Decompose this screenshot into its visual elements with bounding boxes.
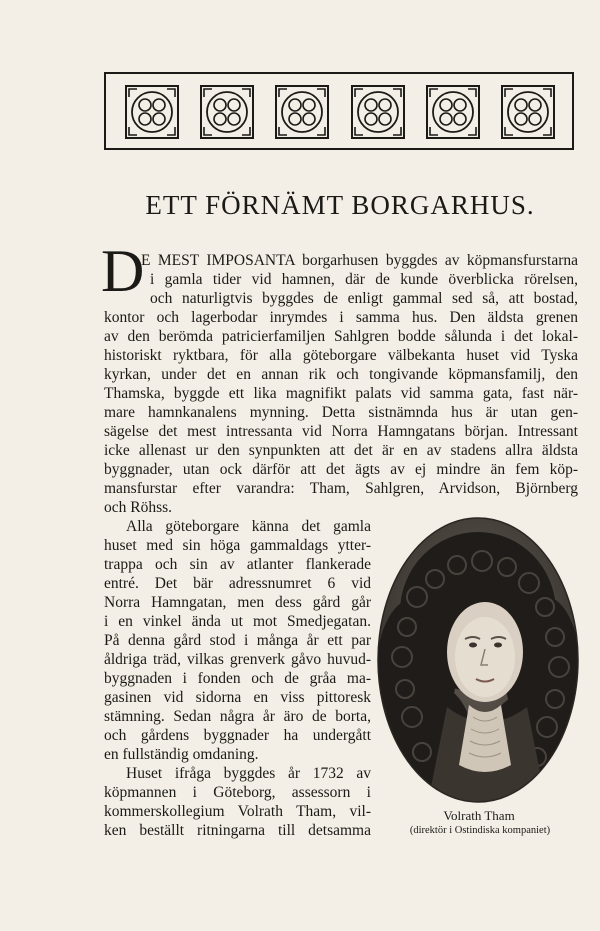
ornament-loop: [365, 113, 377, 125]
text-line: gasinen vid sidorna en viss pittoresk: [104, 689, 371, 706]
text-line: stämning. Sedan några år äro de borta,: [104, 708, 371, 725]
ornament-corner: [279, 89, 287, 97]
ornament-corner: [317, 127, 325, 135]
ornament-corner: [355, 127, 363, 135]
ornament-loop: [153, 113, 165, 125]
text-line: historiskt ryktbara, för alla göteborgare välbekanta huset vid Tyska: [104, 347, 578, 364]
ornament-loop: [440, 99, 452, 111]
text-line: åldriga träd, vilkas grenverk gåvo huvud-: [104, 651, 371, 668]
ornament-tile: [126, 86, 178, 138]
text-line: köpmannen i Göteborg, assessorn i: [104, 784, 371, 801]
ornament-corner: [129, 127, 137, 135]
drop-cap: D: [101, 238, 145, 304]
ornament-corner: [543, 89, 551, 97]
ornament-loop: [515, 113, 527, 125]
ornament-loop: [365, 99, 377, 111]
ornament-loop: [214, 113, 226, 125]
ornament-loop: [303, 99, 315, 111]
text-line: E MEST IMPOSANTA borgarhusen byggdes av köpmansfurstarna: [141, 252, 578, 269]
text-line: På denna gård stod i många år ett par: [104, 632, 371, 649]
text-line: en fullständig omdaning.: [104, 746, 259, 763]
text-line: kyrkan, under det en annan rik och tongivande köpmansfamilj, den: [104, 366, 578, 383]
text-line: kommerskollegium Volrath Tham, vil-: [104, 803, 371, 820]
ornament-tile: [502, 86, 554, 138]
ornament-tile: [427, 86, 479, 138]
ornament-corner: [505, 127, 513, 135]
ornament-corner: [167, 127, 175, 135]
ornament-corner: [129, 89, 137, 97]
text-line: Thamska, byggde ett lika magnifikt palats vid samma gata, fast när-: [104, 385, 578, 402]
ornament-corner: [468, 89, 476, 97]
knot-ornament-icon: [106, 74, 572, 148]
ornament-loop: [214, 99, 226, 111]
text-line: byggnaden i fonden och de gråa ma-: [104, 670, 371, 687]
ornament-corner: [543, 127, 551, 135]
portrait-caption-name: Volrath Tham: [443, 808, 515, 823]
ornament-ring: [508, 92, 548, 132]
ornament-corner: [317, 89, 325, 97]
ornament-tile: [352, 86, 404, 138]
portrait-caption-role: (direktör i Ostindiska kompaniet): [409, 825, 551, 836]
ornament-corner: [279, 127, 287, 135]
ornament-loop: [529, 113, 541, 125]
text-line: Huset ifråga byggdes år 1732 av: [126, 765, 371, 782]
text-line: trappa och sin av atlanter flankerade: [104, 556, 371, 573]
ornament-corner: [468, 127, 476, 135]
ornament-corner: [430, 127, 438, 135]
ornament-loop: [454, 113, 466, 125]
ornament-corner: [204, 89, 212, 97]
text-line: mare hamnkanalens mynning. Detta sistnämnda hus är utan gen-: [104, 404, 578, 421]
text-line: huset med sin höga gammaldags ytter-: [104, 537, 371, 554]
ornament-ring: [358, 92, 398, 132]
ornament-corner: [242, 127, 250, 135]
text-line: icke allenast ur den synpunkten att det är en av stadens allra äldsta: [104, 442, 578, 459]
ornament-loop: [228, 99, 240, 111]
ornament-loop: [379, 113, 391, 125]
ornament-ring: [433, 92, 473, 132]
text-line: i gamla tider vid hamnen, där de kunde överblicka rörelsen,: [150, 271, 578, 288]
ornament-corner: [355, 89, 363, 97]
ornament-loop: [228, 113, 240, 125]
ornament-corner: [167, 89, 175, 97]
ornament-corner: [393, 89, 401, 97]
ornament-corner: [242, 89, 250, 97]
ornament-ring: [132, 92, 172, 132]
chapter-title: ETT FÖRNÄMT BORGARHUS.: [145, 190, 535, 220]
ornament-tile: [276, 86, 328, 138]
text-line: mansfurstar efter varandra: Tham, Sahlgren, Arvidson, Björnberg: [104, 480, 578, 497]
ornament-tile: [201, 86, 253, 138]
ornament-loop: [303, 113, 315, 125]
ornament-loop: [379, 99, 391, 111]
text-line: Alla göteborgare känna det gamla: [126, 518, 371, 535]
ornament-ring: [207, 92, 247, 132]
ornament-corner: [430, 89, 438, 97]
ornament-loop: [515, 99, 527, 111]
ornament-loop: [153, 99, 165, 111]
text-line: och Röhss.: [104, 499, 173, 516]
ornamental-frieze: [104, 72, 574, 150]
ornament-corner: [505, 89, 513, 97]
text-line: i en vinkel ända ut mot Smedjegatan.: [104, 613, 371, 630]
ornament-corner: [393, 127, 401, 135]
ornament-loop: [289, 99, 301, 111]
ornament-ring: [282, 92, 322, 132]
text-line: av den berömda patricierfamiljen Sahlgren bodde sålunda i det lokal-: [104, 328, 578, 345]
ornament-loop: [289, 113, 301, 125]
ornament-loop: [529, 99, 541, 111]
text-line: sägelse det mest intressanta vid Norra Hamngatans början. Intressant: [104, 423, 578, 440]
text-line: ken beställt ritningarna till detsamma: [104, 822, 371, 839]
portrait-image: [377, 517, 580, 807]
text-line: och gårdens byggnader ha undergått: [104, 727, 371, 744]
ornament-loop: [139, 99, 151, 111]
text-line: och naturligtvis byggdes de enligt gammal sed så, att bostad,: [150, 290, 578, 307]
ornament-loop: [139, 113, 151, 125]
text-line: kontor och lagerbodar inrymdes i samma hus. Den äldsta grenen: [104, 309, 578, 326]
ornament-loop: [440, 113, 452, 125]
text-line: Norra Hamngatan, men dess gård går: [104, 594, 371, 611]
ornament-loop: [454, 99, 466, 111]
ornament-corner: [204, 127, 212, 135]
text-line: entré. Det bär adressnumret 6 vid: [104, 575, 371, 592]
text-line: byggnader, utan ock därför att det ägts av ej mindre än fem köp-: [104, 461, 578, 478]
